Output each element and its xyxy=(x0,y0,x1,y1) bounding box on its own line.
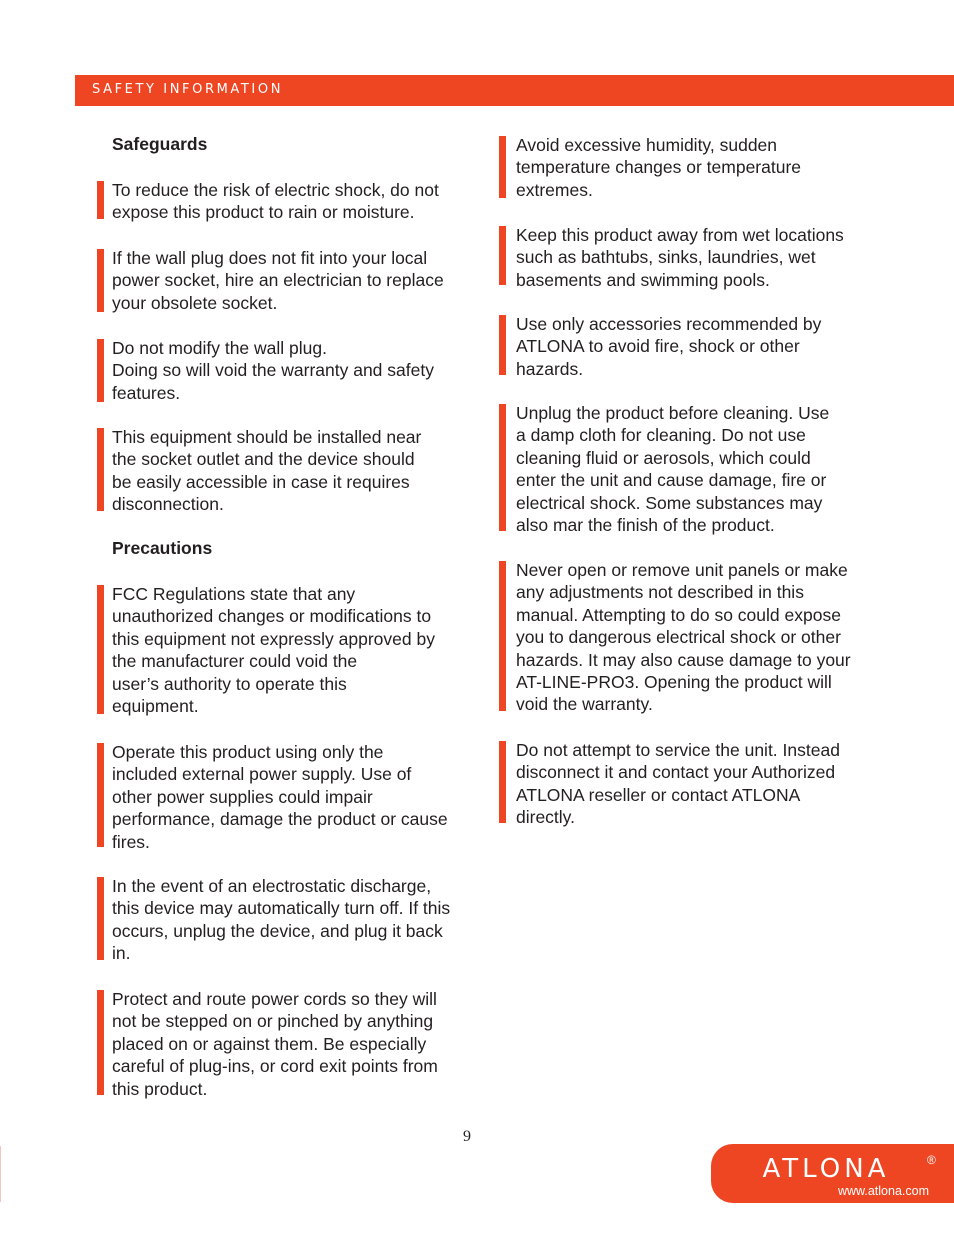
safeguard-item xyxy=(97,249,477,312)
accent-bar xyxy=(499,741,506,823)
precaution-text: Do not attempt to service the unit. Instead disconnect it and contact your Authorized ATLONA reseller or contact ATLONA directly. xyxy=(516,740,840,828)
accent-bar xyxy=(499,136,506,198)
precaution-item xyxy=(97,989,477,1099)
accent-bar xyxy=(499,315,506,375)
precaution-text: Never open or remove unit panels or make any adjustments not described in this manual. Attempting to do so could expose you to dangerous electrical shock or other hazards. It may also cause damage to your AT-LINE-PRO3. Opening the product will void the warranty. xyxy=(516,560,851,715)
precaution-text: In the event of an electrostatic discharge, this device may automatically turn off. If this occurs, unplug the device, and plug it back in. xyxy=(112,876,451,964)
accent-bar xyxy=(97,743,104,847)
page-number: 9 xyxy=(463,1128,471,1145)
safeguard-text: If the wall plug does not fit into your local power socket, hire an electrician to replace your obsolete socket. xyxy=(112,248,444,313)
accent-bar xyxy=(97,428,104,511)
precaution-text: Operate this product using only the included external power supply. Use of other power supplies could impair performance, damage the product or cause fires. xyxy=(112,742,448,852)
precaution-item xyxy=(97,584,477,717)
safeguards-heading: Safeguards xyxy=(112,134,208,154)
safeguard-text: Do not modify the wall plug. Doing so will void the warranty and safety features. xyxy=(112,338,434,403)
precaution-item xyxy=(499,740,879,828)
safeguard-item xyxy=(97,427,477,515)
section-title: SAFETY INFORMATION xyxy=(92,82,284,97)
accent-bar xyxy=(97,249,104,312)
precaution-item xyxy=(499,560,889,715)
precaution-text: FCC Regulations state that any unauthorized changes or modifications to this equipment not expressly approved by the manufacturer could void the user’s authority to operate this equipment. xyxy=(112,584,435,717)
accent-bar xyxy=(97,990,104,1095)
registered-mark: ® xyxy=(927,1153,936,1167)
precaution-item xyxy=(499,403,879,536)
precaution-item xyxy=(499,314,879,379)
accent-bar xyxy=(97,181,104,219)
precaution-item xyxy=(97,876,477,964)
safeguard-item xyxy=(97,180,477,223)
logo-url: www.atlona.com xyxy=(837,1184,929,1198)
section-header-bar xyxy=(75,75,954,106)
precaution-text: Unplug the product before cleaning. Use a damp cloth for cleaning. Do not use cleaning fluid or aerosols, which could enter the unit and cause damage, fire or electrical shock. Some substances may also mar the finish of the product. xyxy=(516,403,830,536)
precaution-item xyxy=(97,742,477,852)
page-edge-mark xyxy=(0,1146,1,1202)
precaution-item xyxy=(499,136,879,198)
accent-bar xyxy=(97,585,104,714)
accent-bar xyxy=(499,404,506,531)
precaution-item xyxy=(499,225,879,290)
accent-bar xyxy=(499,561,506,711)
precaution-text: Protect and route power cords so they will not be stepped on or pinched by anything placed on or against them. Be especially careful of plug-ins, or cord exit points from this product. xyxy=(112,989,438,1099)
logo-wordmark: ATLONA xyxy=(762,1154,890,1184)
precaution-text: Avoid excessive humidity, sudden temperature changes or temperature extremes. xyxy=(516,135,802,200)
precaution-text: Use only accessories recommended by ATLONA to avoid fire, shock or other hazards. xyxy=(516,314,822,379)
accent-bar xyxy=(97,339,104,402)
safeguard-text: To reduce the risk of electric shock, do not expose this product to rain or moisture. xyxy=(112,180,439,223)
precaution-text: Keep this product away from wet locations such as bathtubs, sinks, laundries, wet basements and swimming pools. xyxy=(516,225,844,290)
safeguard-item xyxy=(97,339,477,402)
safeguard-text: This equipment should be installed near the socket outlet and the device should be easily accessible in case it requires disconnection. xyxy=(112,427,422,515)
atlona-logo xyxy=(711,1144,954,1203)
precautions-heading: Precautions xyxy=(112,538,213,558)
accent-bar xyxy=(97,877,104,960)
accent-bar xyxy=(499,226,506,285)
